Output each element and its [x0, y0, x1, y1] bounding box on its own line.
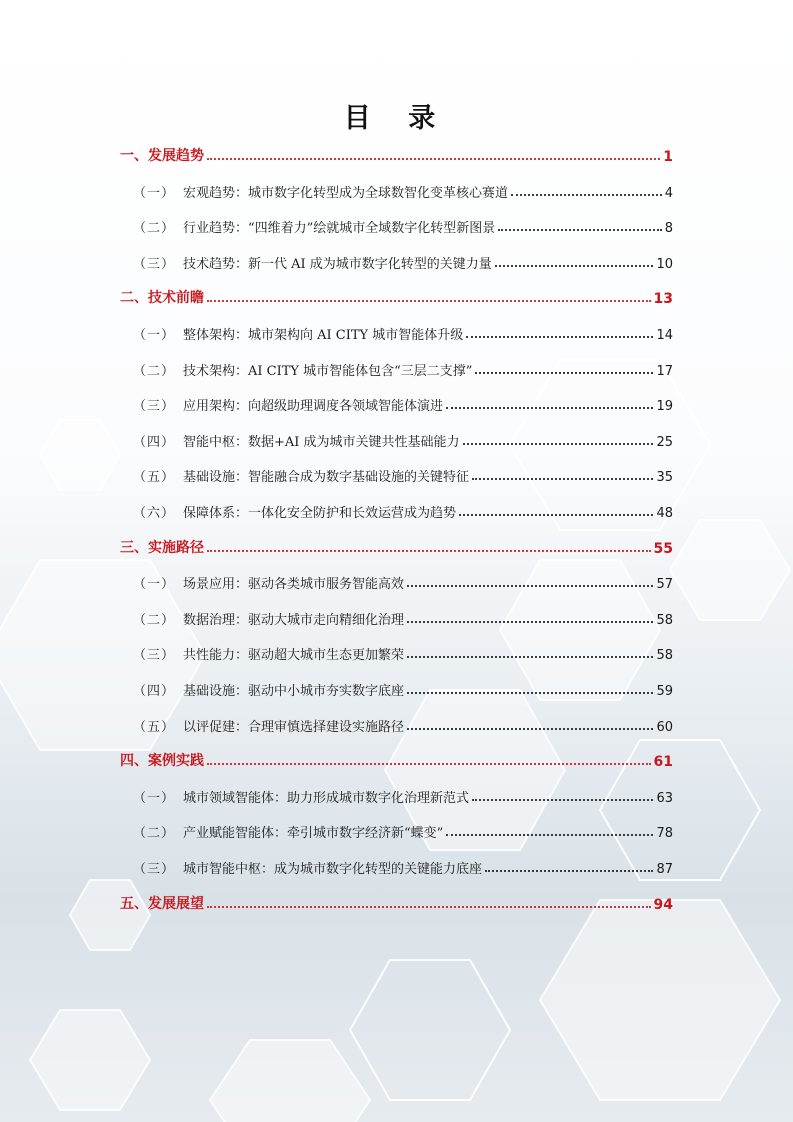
toc-subsection-number: （二） — [133, 364, 176, 379]
toc-subsection-label — [133, 644, 404, 663]
toc-subsection-entry[interactable] — [133, 675, 673, 699]
toc-section-label: 五、发展展望 — [120, 896, 204, 912]
toc-dot-leader — [407, 621, 653, 623]
toc-dot-leader — [459, 514, 653, 516]
toc-subsection-label — [133, 680, 404, 699]
toc-section-entry[interactable] — [120, 746, 673, 770]
toc-subsection-label — [133, 395, 443, 414]
toc-subsection-label — [133, 182, 508, 201]
toc-subsection-text: 整体架构：城市架构向 AI CITY 城市智能体升级 — [183, 328, 464, 343]
toc-subsection-text: 保障体系：一体化安全防护和长效运营成为趋势 — [183, 506, 457, 521]
toc-subsection-text: 以评促建：合理审慎选择建设实施路径 — [183, 720, 405, 735]
toc-subsection-label — [133, 324, 463, 343]
toc-page-number: 8 — [664, 221, 673, 236]
toc-subsection-text: 场景应用：驱动各类城市服务智能高效 — [183, 577, 405, 592]
toc-subsection-label — [133, 502, 456, 521]
toc-dot-leader — [498, 229, 661, 231]
toc-subsection-text: 智能中枢：数据+AI 成为城市关键共性基础能力 — [183, 435, 460, 450]
toc-dot-leader — [485, 870, 653, 872]
toc-section-label: 二、技术前瞻 — [120, 290, 204, 306]
toc-subsection-entry[interactable] — [133, 604, 673, 628]
toc-page-number: 19 — [656, 399, 673, 414]
toc-subsection-text: 行业趋势：“四维着力”绘就城市全域数字化转型新图景 — [183, 221, 496, 236]
toc-subsection-entry[interactable] — [133, 461, 673, 485]
toc-dot-leader — [511, 194, 662, 196]
toc-subsection-label — [133, 431, 460, 450]
toc-page-number: 14 — [656, 328, 673, 343]
toc-subsection-text: 城市领域智能体：助力形成城市数字化治理新范式 — [183, 791, 470, 806]
toc-subsection-text: 技术趋势：新一代 AI 成为城市数字化转型的关键力量 — [183, 257, 492, 272]
toc-section-label: 三、实施路径 — [120, 540, 204, 556]
toc-subsection-entry[interactable] — [133, 177, 673, 201]
toc-page-number: 63 — [656, 791, 673, 806]
toc-page-number: 17 — [656, 364, 673, 379]
toc-subsection-label — [133, 716, 404, 735]
toc-page-number: 58 — [656, 648, 673, 663]
toc-page-number: 35 — [656, 470, 673, 485]
toc-subsection-label — [133, 253, 492, 272]
toc-subsection-label — [133, 858, 482, 877]
toc-subsection-entry[interactable] — [133, 639, 673, 663]
toc-page-number: 58 — [656, 613, 673, 628]
toc-subsection-label — [133, 360, 472, 379]
toc-subsection-label — [133, 217, 495, 236]
toc-page-number: 61 — [653, 754, 673, 770]
toc-subsection-number: （二） — [133, 613, 176, 628]
toc-dot-leader — [407, 728, 653, 730]
toc-page-number: 60 — [656, 720, 673, 735]
toc-subsection-number: （四） — [133, 684, 176, 699]
toc-page-number: 87 — [656, 862, 673, 877]
toc-subsection-number: （五） — [133, 720, 176, 735]
toc-section-label: 一、发展趋势 — [120, 148, 204, 164]
toc-subsection-entry[interactable] — [133, 782, 673, 806]
toc-page-number: 25 — [656, 435, 673, 450]
toc-subsection-entry[interactable] — [133, 817, 673, 841]
toc-subsection-entry[interactable] — [133, 212, 673, 236]
toc-subsection-number: （六） — [133, 506, 176, 521]
toc-section-entry[interactable] — [120, 141, 673, 165]
toc-page-number: 59 — [656, 684, 673, 699]
toc-subsection-text: 共性能力：驱动超大城市生态更加繁荣 — [183, 648, 405, 663]
toc-subsection-text: 数据治理：驱动大城市走向精细化治理 — [183, 613, 405, 628]
toc-dot-leader — [495, 265, 654, 267]
toc-dot-leader — [207, 550, 651, 552]
toc-page-number: 57 — [656, 577, 673, 592]
toc-subsection-number: （一） — [133, 577, 176, 592]
toc-dot-leader — [407, 692, 653, 694]
toc-subsection-number: （一） — [133, 328, 176, 343]
toc-subsection-label — [133, 822, 443, 841]
toc-subsection-entry[interactable] — [133, 711, 673, 735]
toc-subsection-entry[interactable] — [133, 248, 673, 272]
toc-subsection-number: （二） — [133, 221, 176, 236]
toc-page-number: 78 — [656, 826, 673, 841]
toc-page-number: 48 — [656, 506, 673, 521]
toc-page-number: 4 — [664, 186, 673, 201]
toc-subsection-number: （五） — [133, 470, 176, 485]
toc-dot-leader — [207, 906, 651, 908]
toc-subsection-entry[interactable] — [133, 355, 673, 379]
toc-section-entry[interactable] — [120, 889, 673, 913]
toc-subsection-label — [133, 787, 469, 806]
toc-section-entry[interactable] — [120, 283, 673, 307]
toc-subsection-number: （三） — [133, 399, 176, 414]
toc-dot-leader — [207, 300, 651, 302]
toc-subsection-label — [133, 466, 469, 485]
toc-page-number: 1 — [663, 149, 673, 165]
toc-subsection-number: （三） — [133, 648, 176, 663]
toc-subsection-label — [133, 609, 404, 628]
toc-subsection-text: 技术架构：AI CITY 城市智能体包含“三层二支撑” — [183, 364, 473, 379]
toc-subsection-entry[interactable] — [133, 319, 673, 343]
toc-dot-leader — [463, 443, 654, 445]
toc-page-number: 55 — [653, 541, 673, 557]
toc-page-number: 13 — [653, 291, 673, 307]
toc-subsection-text: 产业赋能智能体：牵引城市数字经济新“蝶变” — [183, 826, 444, 841]
toc-dot-leader — [446, 834, 653, 836]
toc-subsection-text: 基础设施：智能融合成为数字基础设施的关键特征 — [183, 470, 470, 485]
toc-subsection-entry[interactable] — [133, 426, 673, 450]
toc-subsection-label — [133, 573, 404, 592]
toc-dot-leader — [207, 763, 651, 765]
toc-dot-leader — [446, 407, 653, 409]
toc-dot-leader — [407, 656, 653, 658]
toc-section-entry[interactable] — [120, 533, 673, 557]
toc-subsection-entry[interactable] — [133, 390, 673, 414]
toc-subsection-number: （一） — [133, 186, 176, 201]
toc-dot-leader — [472, 799, 653, 801]
toc-subsection-entry[interactable] — [133, 497, 673, 521]
toc-subsection-number: （二） — [133, 826, 176, 841]
toc-subsection-entry[interactable] — [133, 853, 673, 877]
toc-subsection-text: 城市智能中枢：成为城市数字化转型的关键能力底座 — [183, 862, 483, 877]
page-title: 目 录 — [343, 103, 450, 134]
toc-page-number: 10 — [656, 257, 673, 272]
toc-subsection-number: （三） — [133, 257, 176, 272]
toc-subsection-number: （三） — [133, 862, 176, 877]
toc-dot-leader — [407, 585, 653, 587]
toc-dot-leader — [466, 336, 653, 338]
toc-subsection-text: 宏观趋势：城市数字化转型成为全球数智化变革核心赛道 — [183, 186, 509, 201]
toc-dot-leader — [475, 372, 653, 374]
toc-subsection-text: 应用架构：向超级助理调度各领域智能体演进 — [183, 399, 444, 414]
toc-dot-leader — [207, 158, 660, 160]
toc-page-number: 94 — [653, 897, 673, 913]
toc-dot-leader — [472, 478, 653, 480]
toc-subsection-text: 基础设施：驱动中小城市夯实数字底座 — [183, 684, 405, 699]
toc-subsection-number: （一） — [133, 791, 176, 806]
toc-subsection-number: （四） — [133, 435, 176, 450]
toc-section-label: 四、案例实践 — [120, 753, 204, 769]
toc-subsection-entry[interactable] — [133, 568, 673, 592]
